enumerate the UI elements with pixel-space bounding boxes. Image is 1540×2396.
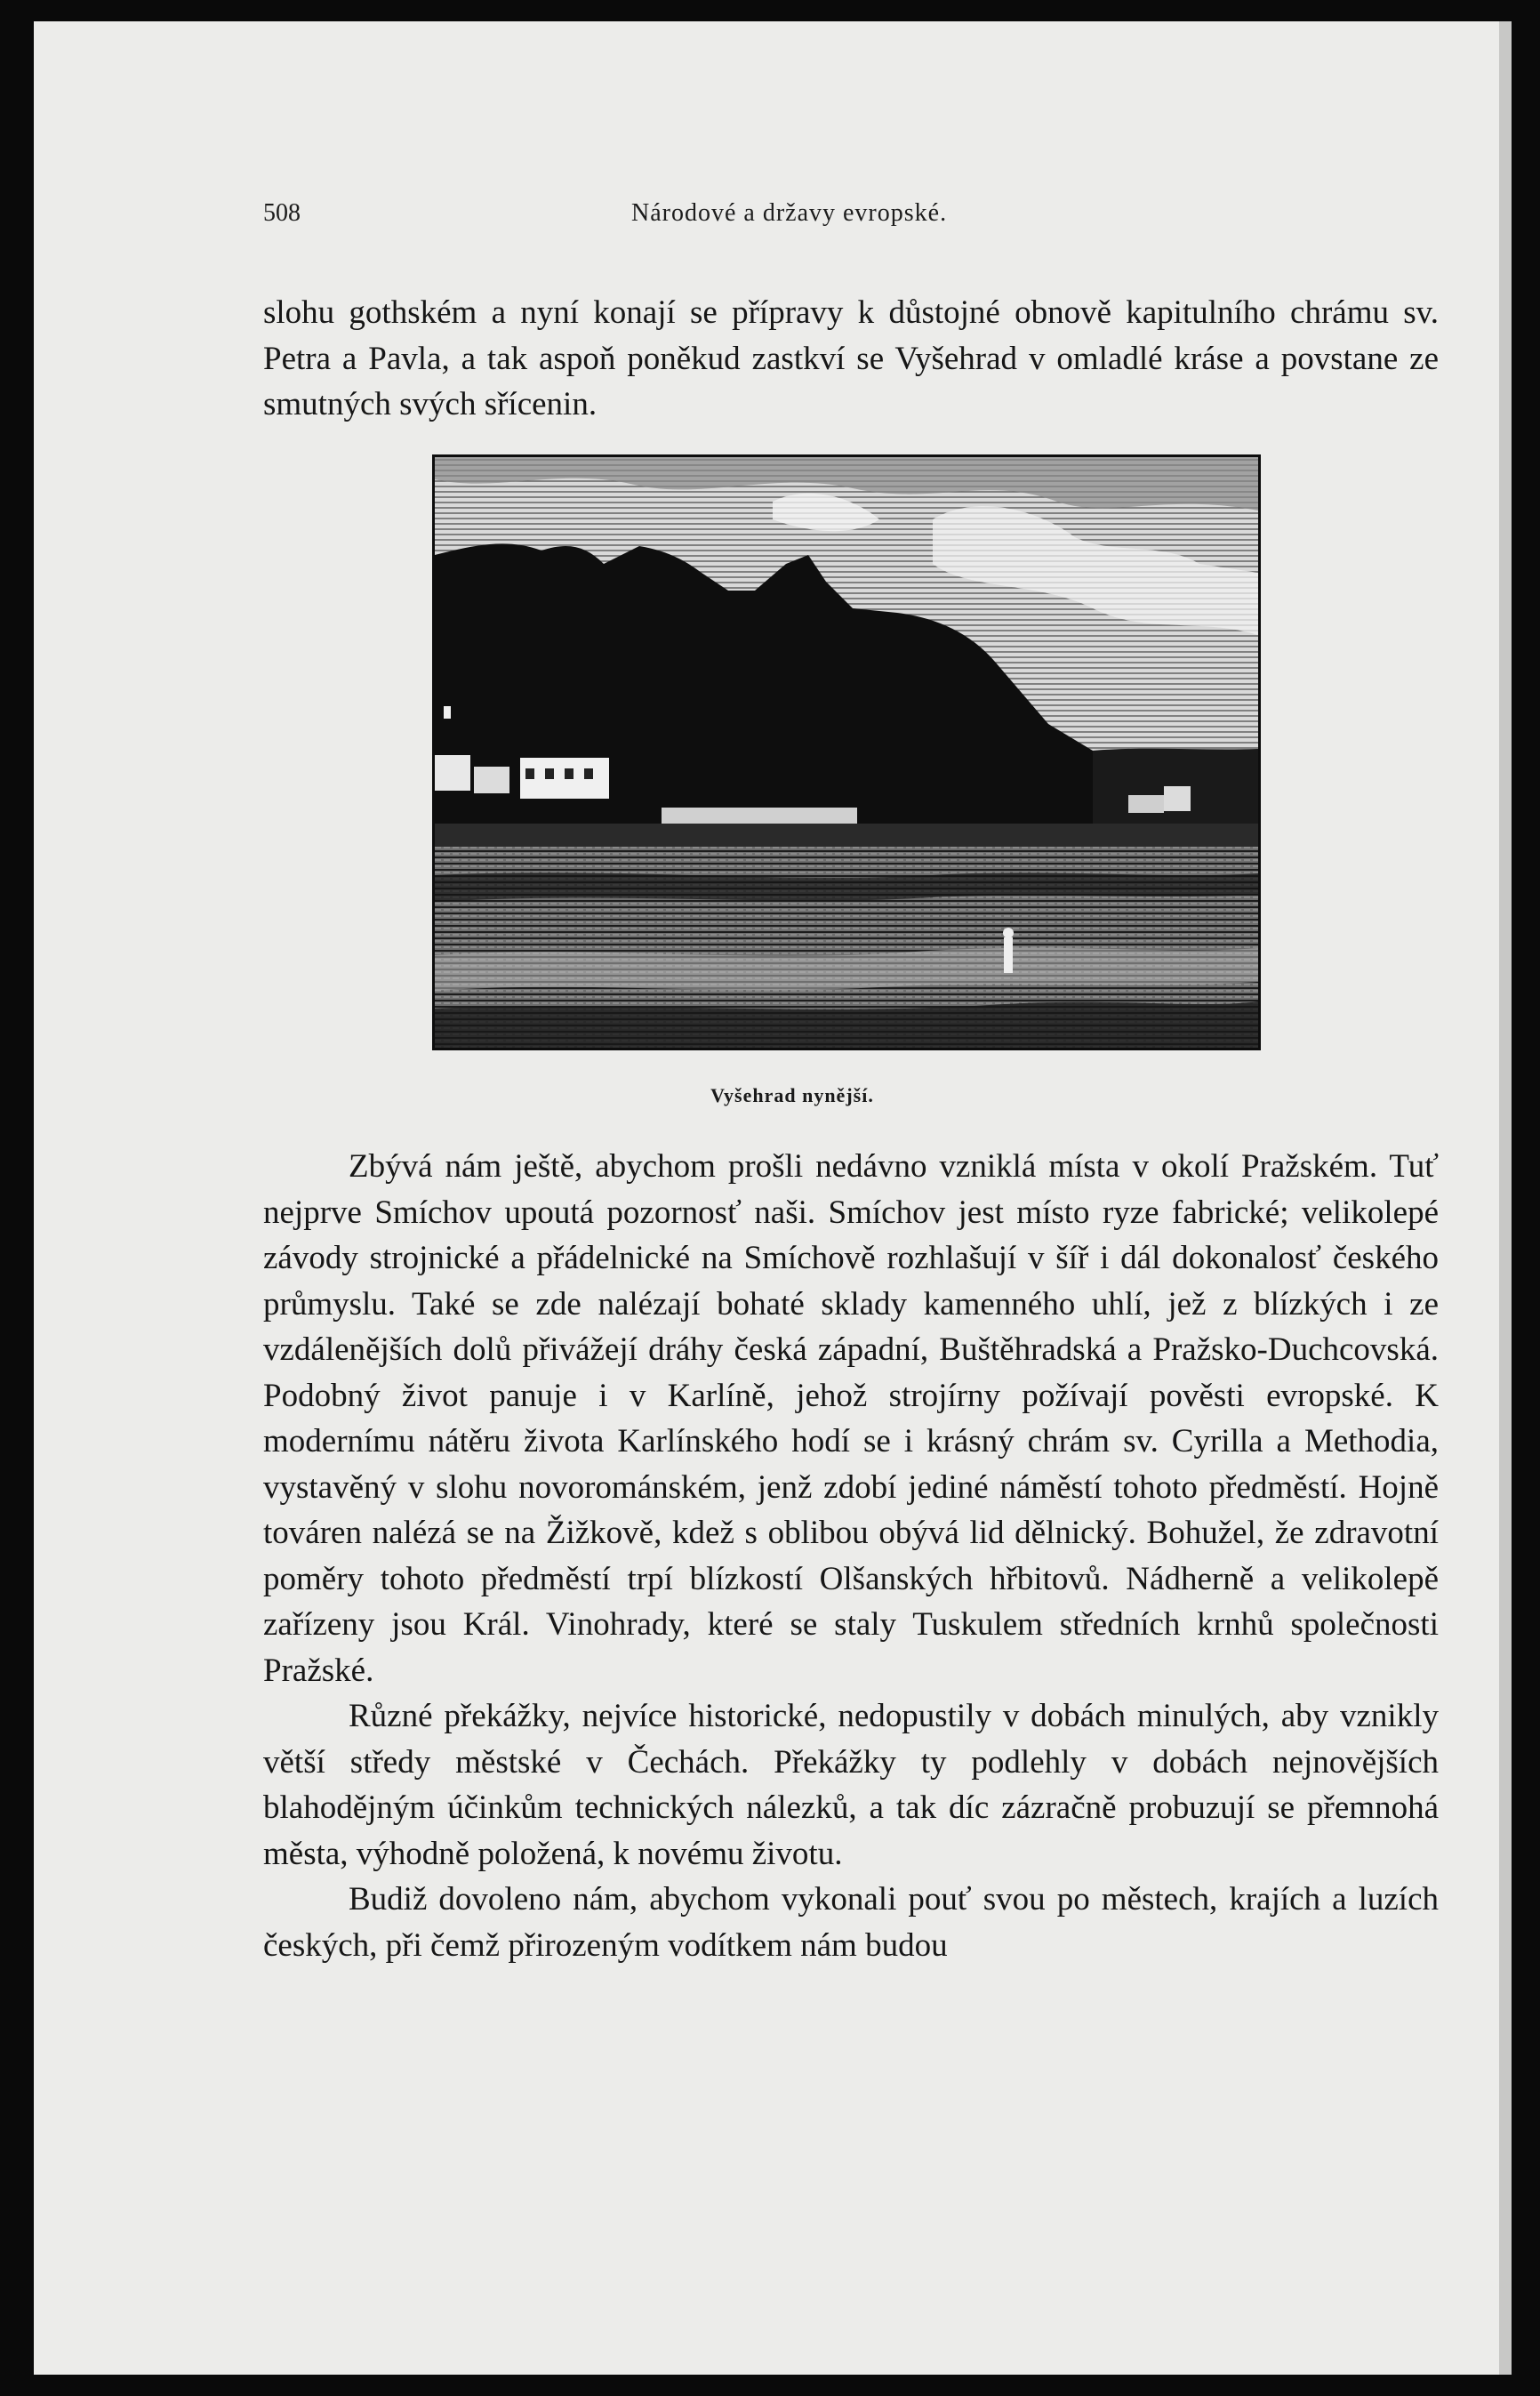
paragraph-3: Budiž dovoleno nám, abychom vykonali pouť svou po městech, krajích a luzích českých, při čemž přirozeným vodítkem nám budou <box>263 1881 1439 1964</box>
paragraph-2: Různé překážky, nejvíce historické, nedopustily v dobách minulých, aby vznikly větší středy městské v Čechách. Překážky ty podlehly v dobách nejnovějších blahodějným účinkům technických nálezků, a tak díc zázračně probuzují se přemnohá města, výhodně položená, k novému životu. <box>263 1698 1439 1872</box>
vysehrad-illustration <box>432 454 1261 1050</box>
page-number: 508 <box>263 199 301 227</box>
engraving-image <box>435 457 1258 1048</box>
top-paragraph: slohu gothském a nyní konají se přípravy k důstojné obnově kapitulního chrámu sv. Petra a Pavla, a tak aspoň poněkud zastkví se Vyšehrad v omladlé kráse a povstane ze smutných svých sřícenin. <box>263 294 1439 422</box>
book-page <box>34 21 1499 2375</box>
page-edge <box>1499 21 1512 2375</box>
figure-caption <box>34 1084 1499 1107</box>
paragraph-1: Zbývá nám ještě, abychom prošli nedávno vzniklá místa v okolí Pražském. Tuť nejprve Smíchov upoutá pozornosť naši. Smíchov jest místo ryze fabrické; velikolepé závody strojnické a přádelnické na Smíchově rozhlašují v šíř i dál dokonalosť českého průmyslu. Také se zde nalézají bohaté sklady kamenného uhlí, jež z blízkých i ze vzdálenějších dolů přivážejí dráhy česká západní, Buštěhradská a Pražsko-Duchcovská. Podobný život panuje i v Karlíně, jehož strojírny požívají pověsti evropské. K modernímu nátěru života Karlínského hodí se i krásný chrám sv. Cyrilla a Methodia, vystavěný v slohu novorománském, jenž zdobí jediné náměstí tohoto předměstí. Hojně továren nalézá se na Žižkově, kdež s oblibou obývá lid dělnický. Bohužel, že zdravotní poměry tohoto předměstí trpí blízkostí Olšanských hřbitovů. Nádherně a velikolepě zařízeny jsou Král. Vinohrady, které se staly Tuskulem středních krnhů společnosti Pražské. <box>263 1148 1439 1689</box>
figure-caption-text: Vyšehrad nynější. <box>710 1084 874 1106</box>
running-head <box>34 199 1499 235</box>
top-text-block <box>263 290 1439 428</box>
body-text-block <box>263 1144 1439 1968</box>
running-title: Národové a državy evropské. <box>631 199 948 227</box>
